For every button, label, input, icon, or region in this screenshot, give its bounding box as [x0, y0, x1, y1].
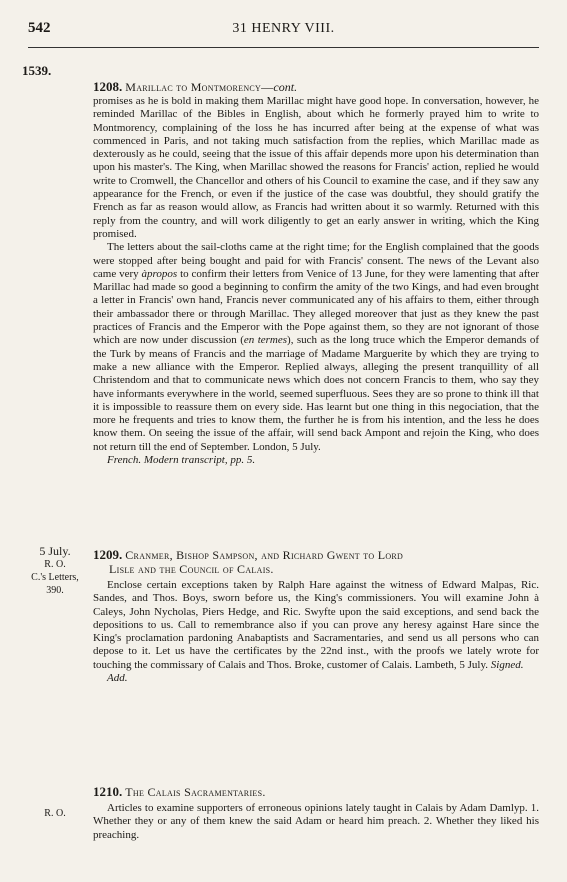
text-run: The letters about the sail-cloths came at the right time; for the English complained that the goods were stopped after being bought and paid for with Francis' consent. The news of the Levant also came very [93, 241, 539, 280]
text-run: to confirm their letters from Venice of 13 June, for they were lamenting that after Marillac had made so good a beginning to confirm the amity of the two Kings, and had even brought a letter in Francis' own hand, Francis never communicated any of his affairs to them, either through their ambassador there or through Marillac. They alleged moreover that just as they knew the past practices of Francis and the Emperor with the Pope against them, so they are not ignorant of those which are now under discussion ( [93, 267, 539, 347]
signed-note: Signed. [490, 658, 524, 671]
date-label: 5 July. [39, 544, 71, 558]
paragraph: promises as he is bold in making them Marillac might have good hope. In conversation, however, he reminded Marillac of the Bibles in English, about which he formerly prayed him to write to Montmorency, complaining of the loss he has incurred after being at the expense of what was commenced in Paris, and not taking much satisfaction from the replies, which Marillac made as dexterously as he could, seeing that the issue of this affair depends more upon his determination than upon his master's. The King, when Marillac showed the reasons for Francis' action, replied he would write to Cromwell, the Chancellor and others of his Council to examine the case, and if they saw any appearance for the French, or even if the justice of the case was doubtful, they should gratify the French as far as reason would allow, as Francis had written about it so warmly. Returned with this reply from the country, and will work diligently to get an early answer in writing, which the King promised. [93, 95, 539, 240]
source-label: R. O. [44, 808, 66, 819]
entry-heading [93, 785, 539, 799]
page-header [28, 20, 539, 42]
entry-1209 [93, 548, 539, 685]
entry-heading [93, 548, 539, 562]
margin-year [22, 64, 88, 79]
margin-1210 [22, 807, 88, 820]
entry-heading [93, 80, 539, 94]
footnote: French. Modern transcript, pp. 5. [107, 454, 256, 467]
paragraph: Articles to examine supporters of erroneous opinions lately taught in Calais by Adam Damlyp. 1. Whether they or any of them knew the said Adam or heard him preach. 2. Whether they liked his preaching. [93, 802, 539, 841]
address-note: Add. [107, 672, 128, 685]
text-run: ), such as the long truce which the Emperor demands of the Turk by means of Francis and the marriage of Madame Marguerite by which they are trying to make a new alliance with the Emperor. Replied always, alleging the present tranquillity of all Christendom and that to communicate news which does not concern Francis to them, who say they have informants everywhere in the world, seemed superfluous. Sees they are so prone to think ill that it is impossible to reassure them on every side. Has learnt but one thing in this negociation, that the more he frequents and tries to know them, the further he is from his intention, and the less he does know them. On seeing the issue of the affair, will send back Ampont and rejoin the King, who does not return till the end of September. London, 5 July. [93, 334, 539, 453]
year-label: 1539. [22, 63, 52, 78]
entry-1210 [93, 785, 539, 842]
source-label: 390. [46, 585, 64, 596]
text-run: Enclose certain exceptions taken by Ralph Hare against the witness of Edward Malpas, Ric. Sandes, and Thos. Boys, sworn before us, the King's commissioners. You will examine John à Caleys, John Nycholas, Piers Hedge, and Ric. Swyfte upon the said exceptions, and send back the depositions to us. Call to remembrance also if you can prove any heresy against Hare since the King's proclamation pardoning Anabaptists and Sacramentaries, and send us all persons who can depose to it. Let us have the certificates by the 22nd inst., with the proofs we lately wrote for touching the commissary of Calais and Thos. Broke, customer of Calais. Lambeth, 5 July. [93, 579, 539, 671]
entry-title-cont: cont. [273, 80, 298, 94]
entry-number: 1208. [93, 79, 123, 94]
paragraph [93, 241, 539, 454]
entry-number: 1209. [93, 547, 123, 562]
source-label: C.'s Letters, [31, 572, 79, 583]
entry-title: Marillac to Montmorency— [125, 80, 274, 94]
italic-text: en termes [243, 334, 288, 347]
italic-text: àpropos [141, 267, 178, 280]
entry-title-line2: Lisle and the Council of Calais. [109, 562, 274, 576]
running-title: 31 HENRY VIII. [232, 21, 335, 36]
page-number: 542 [28, 20, 51, 36]
paragraph [93, 579, 539, 672]
entry-title: Cranmer, Bishop Sampson, and Richard Gwent to Lord [125, 548, 404, 562]
margin-1209 [22, 545, 88, 597]
source-label: R. O. [44, 559, 66, 570]
entry-title: The Calais Sacramentaries. [125, 785, 266, 799]
entry-1208 [93, 80, 539, 467]
entry-number: 1210. [93, 784, 123, 799]
header-rule [28, 47, 539, 48]
